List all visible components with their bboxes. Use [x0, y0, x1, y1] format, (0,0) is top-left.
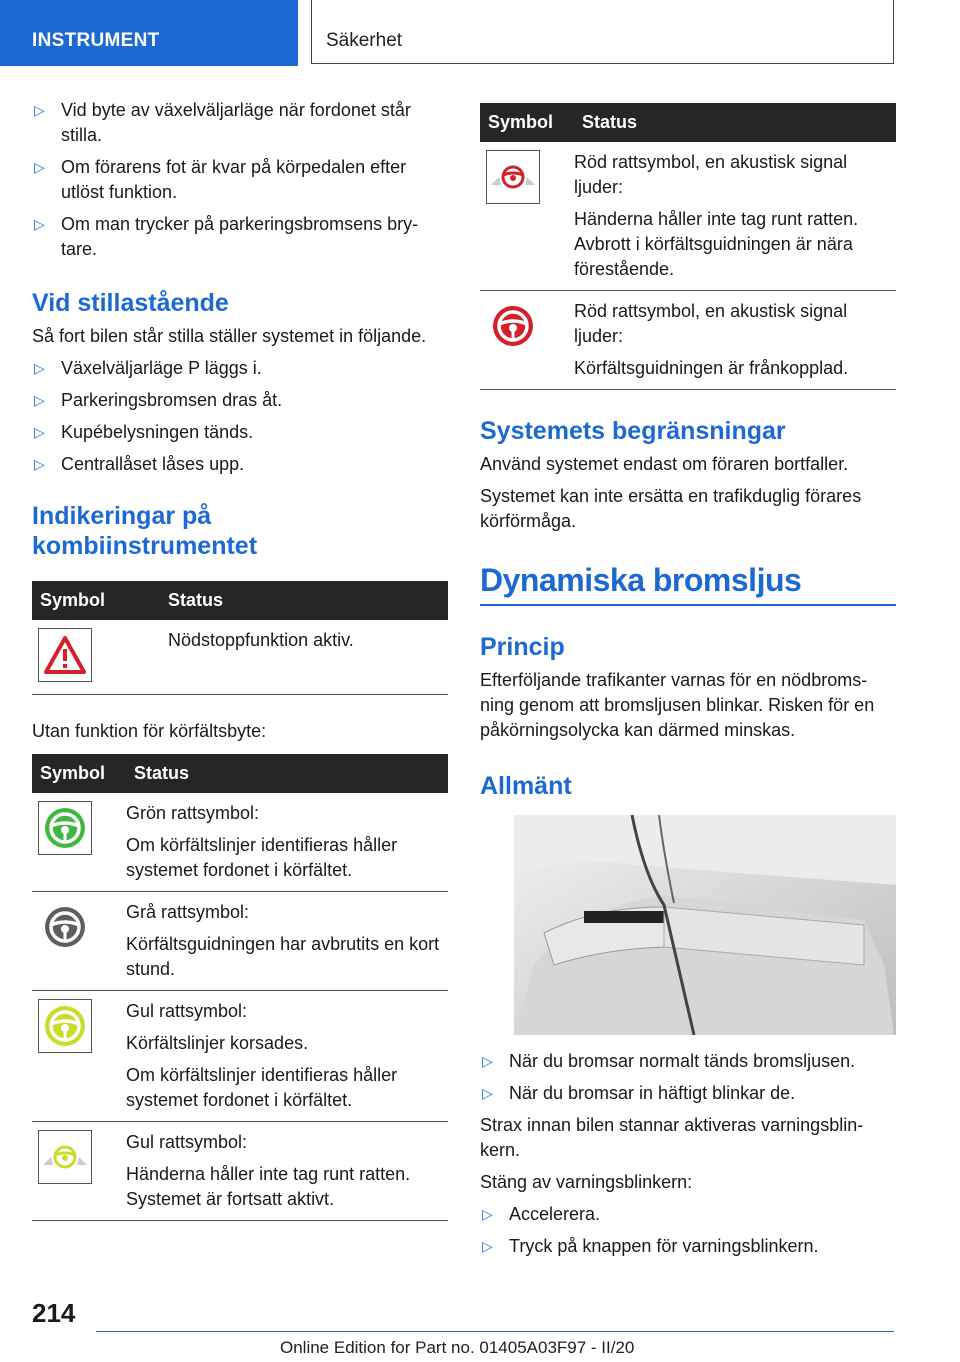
table-row [32, 991, 448, 1122]
list-item: ▷ Om man trycker på parkeringsbromsens bry-tare. [34, 214, 419, 259]
status-text: Gul rattsymbol: [126, 1132, 248, 1152]
column-header: Status [130, 581, 448, 620]
bullet-list [32, 98, 448, 262]
table-row [480, 291, 896, 390]
section-heading: Vid stillastående [32, 289, 229, 317]
section-heading: Princip [480, 633, 565, 661]
table-row [480, 142, 896, 291]
topic-tab [311, 0, 894, 64]
bullet-list [32, 356, 448, 477]
list-item: ▷ Parkeringsbromsen dras åt. [32, 388, 448, 413]
triangle-bullet-icon: ▷ [34, 360, 45, 376]
status-text: Körfältslinjer korsades. [126, 1033, 309, 1053]
column-header: Symbol [32, 754, 126, 793]
list-item: ▷ När du bromsar normalt tänds bromsljusen. [480, 1049, 896, 1074]
list-item: ▷ När du bromsar in häftigt blinkar de. [480, 1081, 896, 1106]
page-number: 214 [32, 1298, 76, 1328]
list-item: ▷ Vid byte av växelväljarläge när fordonet står stilla. [34, 100, 411, 145]
section-heading: Allmänt [480, 772, 572, 800]
table-row [32, 620, 448, 695]
column-header: Symbol [480, 103, 574, 142]
status-text: Gul rattsymbol: [126, 1001, 248, 1021]
edition-text: Online Edition for Part no. 01405A03F97 - II/20 [280, 1338, 635, 1357]
status-text: Om körfältslinjer identifieras håller systemet fordonet i körfältet. [126, 1065, 398, 1110]
column-header: Status [574, 103, 896, 142]
section-heading: Systemets begränsningar [480, 417, 786, 445]
chapter-heading: Dynamiska bromsljus [480, 560, 896, 606]
status-text: Grön rattsymbol: [126, 803, 260, 823]
steering-wheel-green-icon [38, 801, 92, 855]
status-text: Körfältsguidningen är frånkopplad. [574, 358, 849, 378]
symbol-table [480, 103, 896, 390]
section-heading: Indikeringar på kombiinstrumentet [32, 502, 258, 560]
paragraph: Använd systemet endast om föraren bortfaller. [480, 454, 849, 474]
status-text: Om körfältslinjer identifieras håller systemet fordonet i körfältet. [126, 835, 398, 880]
status-text: Röd rattsymbol, en akustisk signal ljuder: [574, 152, 848, 197]
triangle-bullet-icon: ▷ [34, 159, 45, 175]
triangle-bullet-icon: ▷ [34, 216, 45, 232]
left-column [32, 98, 448, 1221]
paragraph: Strax innan bilen stannar aktiveras varningsblin-kern. [480, 1115, 864, 1160]
triangle-bullet-icon: ▷ [482, 1085, 493, 1101]
triangle-bullet-icon: ▷ [34, 392, 45, 408]
status-text: Nödstoppfunktion aktiv. [168, 630, 354, 650]
triangle-bullet-icon: ▷ [34, 102, 45, 118]
paragraph: Efterföljande trafikanter varnas för en nödbroms-ning genom att bromsljusen blinkar. Risken för en påkörningsolycka kan därmed minskas. [480, 670, 875, 740]
right-column [480, 103, 896, 1266]
topic-title: Säkerhet [326, 30, 403, 51]
warning-triangle-icon [38, 628, 92, 682]
bullet-list [480, 1202, 896, 1259]
column-header: Status [126, 754, 448, 793]
list-item: ▷ Accelerera. [480, 1202, 896, 1227]
footer-divider [96, 1331, 894, 1332]
table-row [32, 1122, 448, 1221]
paragraph: Utan funktion för körfältsbyte: [32, 721, 267, 741]
paragraph: Stäng av varningsblinkern: [480, 1172, 693, 1192]
status-text: Grå rattsymbol: [126, 902, 250, 922]
triangle-bullet-icon: ▷ [482, 1053, 493, 1069]
list-item: ▷ Tryck på knappen för varningsblinkern. [480, 1234, 896, 1259]
paragraph: Systemet kan inte ersätta en trafikduglig förares körförmåga. [480, 486, 862, 531]
steering-wheel-yellow-icon [38, 999, 92, 1053]
symbol-table [32, 581, 448, 695]
status-text: Röd rattsymbol, en akustisk signal ljuder: [574, 301, 848, 346]
triangle-bullet-icon: ▷ [34, 456, 45, 472]
steering-wheel-gray-icon [38, 900, 92, 954]
steering-wheel-yellow-hands-icon [38, 1130, 92, 1184]
steering-wheel-red-icon [486, 299, 540, 353]
section-tab [0, 0, 298, 66]
section-title: INSTRUMENT [32, 30, 160, 51]
status-text: Händerna håller inte tag runt ratten. Avbrott i körfältsguidningen är nära förestående. [574, 209, 859, 279]
list-item: ▷ Kupébelysningen tänds. [32, 420, 448, 445]
column-header: Symbol [32, 581, 130, 620]
tail-light-photo [514, 815, 896, 1035]
table-row [32, 892, 448, 991]
status-text: Händerna håller inte tag runt ratten. Systemet är fortsatt aktivt. [126, 1164, 411, 1209]
symbol-table [32, 754, 448, 1221]
list-item: ▷ Om förarens fot är kvar på körpedalen efter utlöst funktion. [34, 157, 407, 202]
page-footer [0, 1290, 960, 1362]
triangle-bullet-icon: ▷ [482, 1238, 493, 1254]
steering-wheel-red-hands-icon [486, 150, 540, 204]
triangle-bullet-icon: ▷ [482, 1206, 493, 1222]
status-text: Körfältsguidningen har avbrutits en kort stund. [126, 934, 440, 979]
list-item: ▷ Centrallåset låses upp. [32, 452, 448, 477]
triangle-bullet-icon: ▷ [34, 424, 45, 440]
table-row [32, 793, 448, 892]
list-item: ▷ Växelväljarläge P läggs i. [32, 356, 448, 381]
paragraph: Så fort bilen står stilla ställer systemet in följande. [32, 326, 427, 346]
bullet-list [480, 1049, 896, 1106]
page-header [0, 0, 960, 66]
